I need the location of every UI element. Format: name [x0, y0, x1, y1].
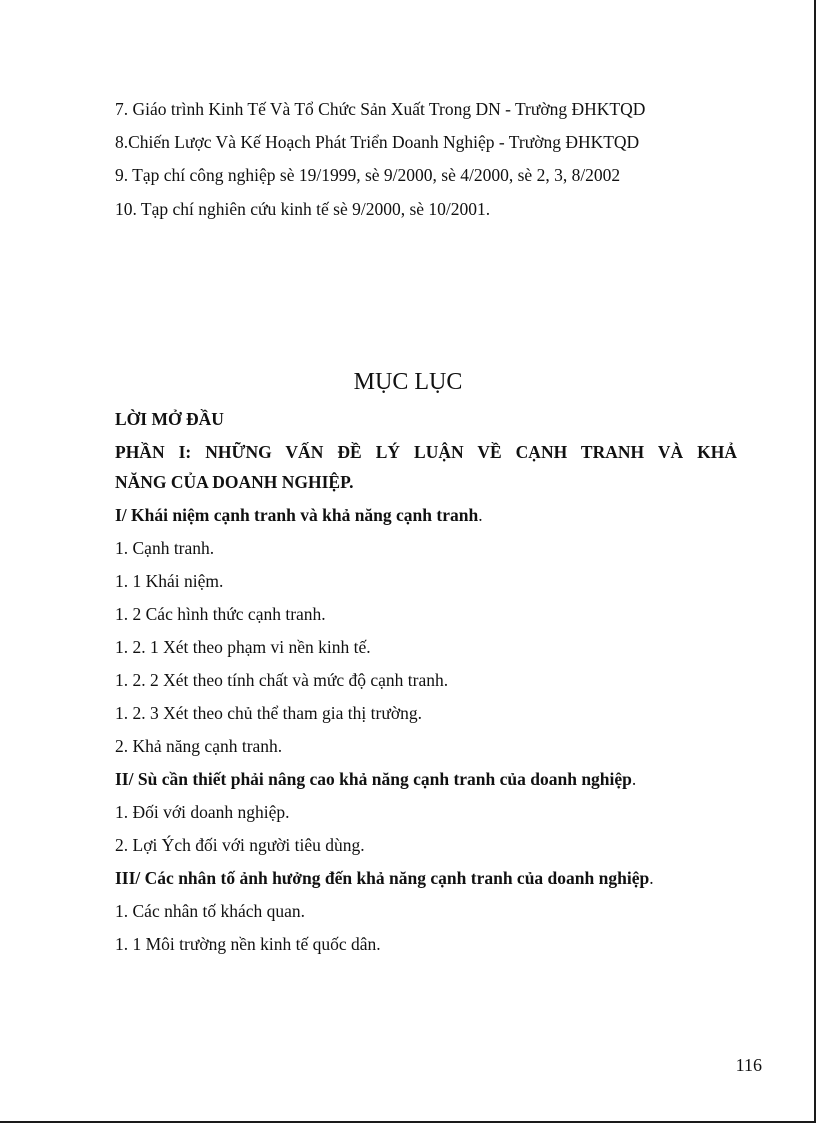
toc-intro: LỜI MỞ ĐẦU — [115, 409, 224, 429]
toc-item: 1. 2. 2 Xét theo tính chất và mức độ cạnh tranh. — [115, 670, 449, 690]
reference-9: 9. Tạp chí công nghiệp sè 19/1999, sè 9/2000, sè 4/2000, sè 2, 3, 8/2002 — [115, 165, 621, 185]
toc-item: 1. 2 Các hình thức cạnh tranh. — [115, 604, 326, 624]
reference-7: 7. Giáo trình Kinh Tế Và Tổ Chức Sản Xuất Trong DN - Trường ĐHKTQD — [115, 99, 646, 119]
toc-item: 1. Đối với doanh nghiệp. — [115, 802, 290, 822]
toc-item: 2. Khả năng cạnh tranh. — [115, 736, 283, 756]
toc-section-heading — [115, 505, 483, 525]
toc-title: MỤC LỤC — [353, 369, 463, 395]
toc-item: 1. Cạnh tranh. — [115, 538, 215, 558]
reference-8: 8.Chiến Lược Và Kế Hoạch Phát Triển Doanh Nghiệp - Trường ĐHKTQD — [115, 132, 640, 152]
toc-item: 1. 1 Môi trường nền kinh tế quốc dân. — [115, 934, 381, 954]
toc-heading-text: II/ Sù cần thiết phải nâng cao khả năng cạnh tranh của doanh nghiệp — [115, 769, 632, 789]
toc-item: 1. Các nhân tố khách quan. — [115, 901, 306, 921]
toc-item: 1. 1 Khái niệm. — [115, 571, 224, 591]
toc-heading-text: III/ Các nhân tố ảnh hưởng đến khả năng cạnh tranh của doanh nghiệp — [115, 868, 650, 888]
toc-item: 2. Lợi Ých đối với người tiêu dùng. — [115, 835, 365, 855]
toc-part1-line2: NĂNG CỦA DOANH NGHIỆP. — [115, 472, 354, 492]
toc-item: 1. 2. 3 Xét theo chủ thể tham gia thị trường. — [115, 703, 422, 723]
toc-section-heading — [115, 769, 636, 789]
page-number: 116 — [735, 1055, 762, 1075]
toc-heading-period: . — [478, 505, 483, 525]
reference-10: 10. Tạp chí nghiên cứu kinh tế sè 9/2000, sè 10/2001. — [115, 199, 491, 219]
toc-heading-period: . — [649, 868, 654, 888]
toc-heading-period: . — [631, 769, 637, 789]
toc-item: 1. 2. 1 Xét theo phạm vi nền kinh tế. — [115, 637, 371, 657]
toc-heading-text: I/ Khái niệm cạnh tranh và khả năng cạnh tranh — [115, 505, 479, 525]
toc-section-heading — [115, 868, 654, 888]
toc-part1-line1: PHẦN I: NHỮNG VẤN ĐỀ LÝ LUẬN VỀ CẠNH TRANH VÀ KHẢ — [115, 442, 737, 462]
